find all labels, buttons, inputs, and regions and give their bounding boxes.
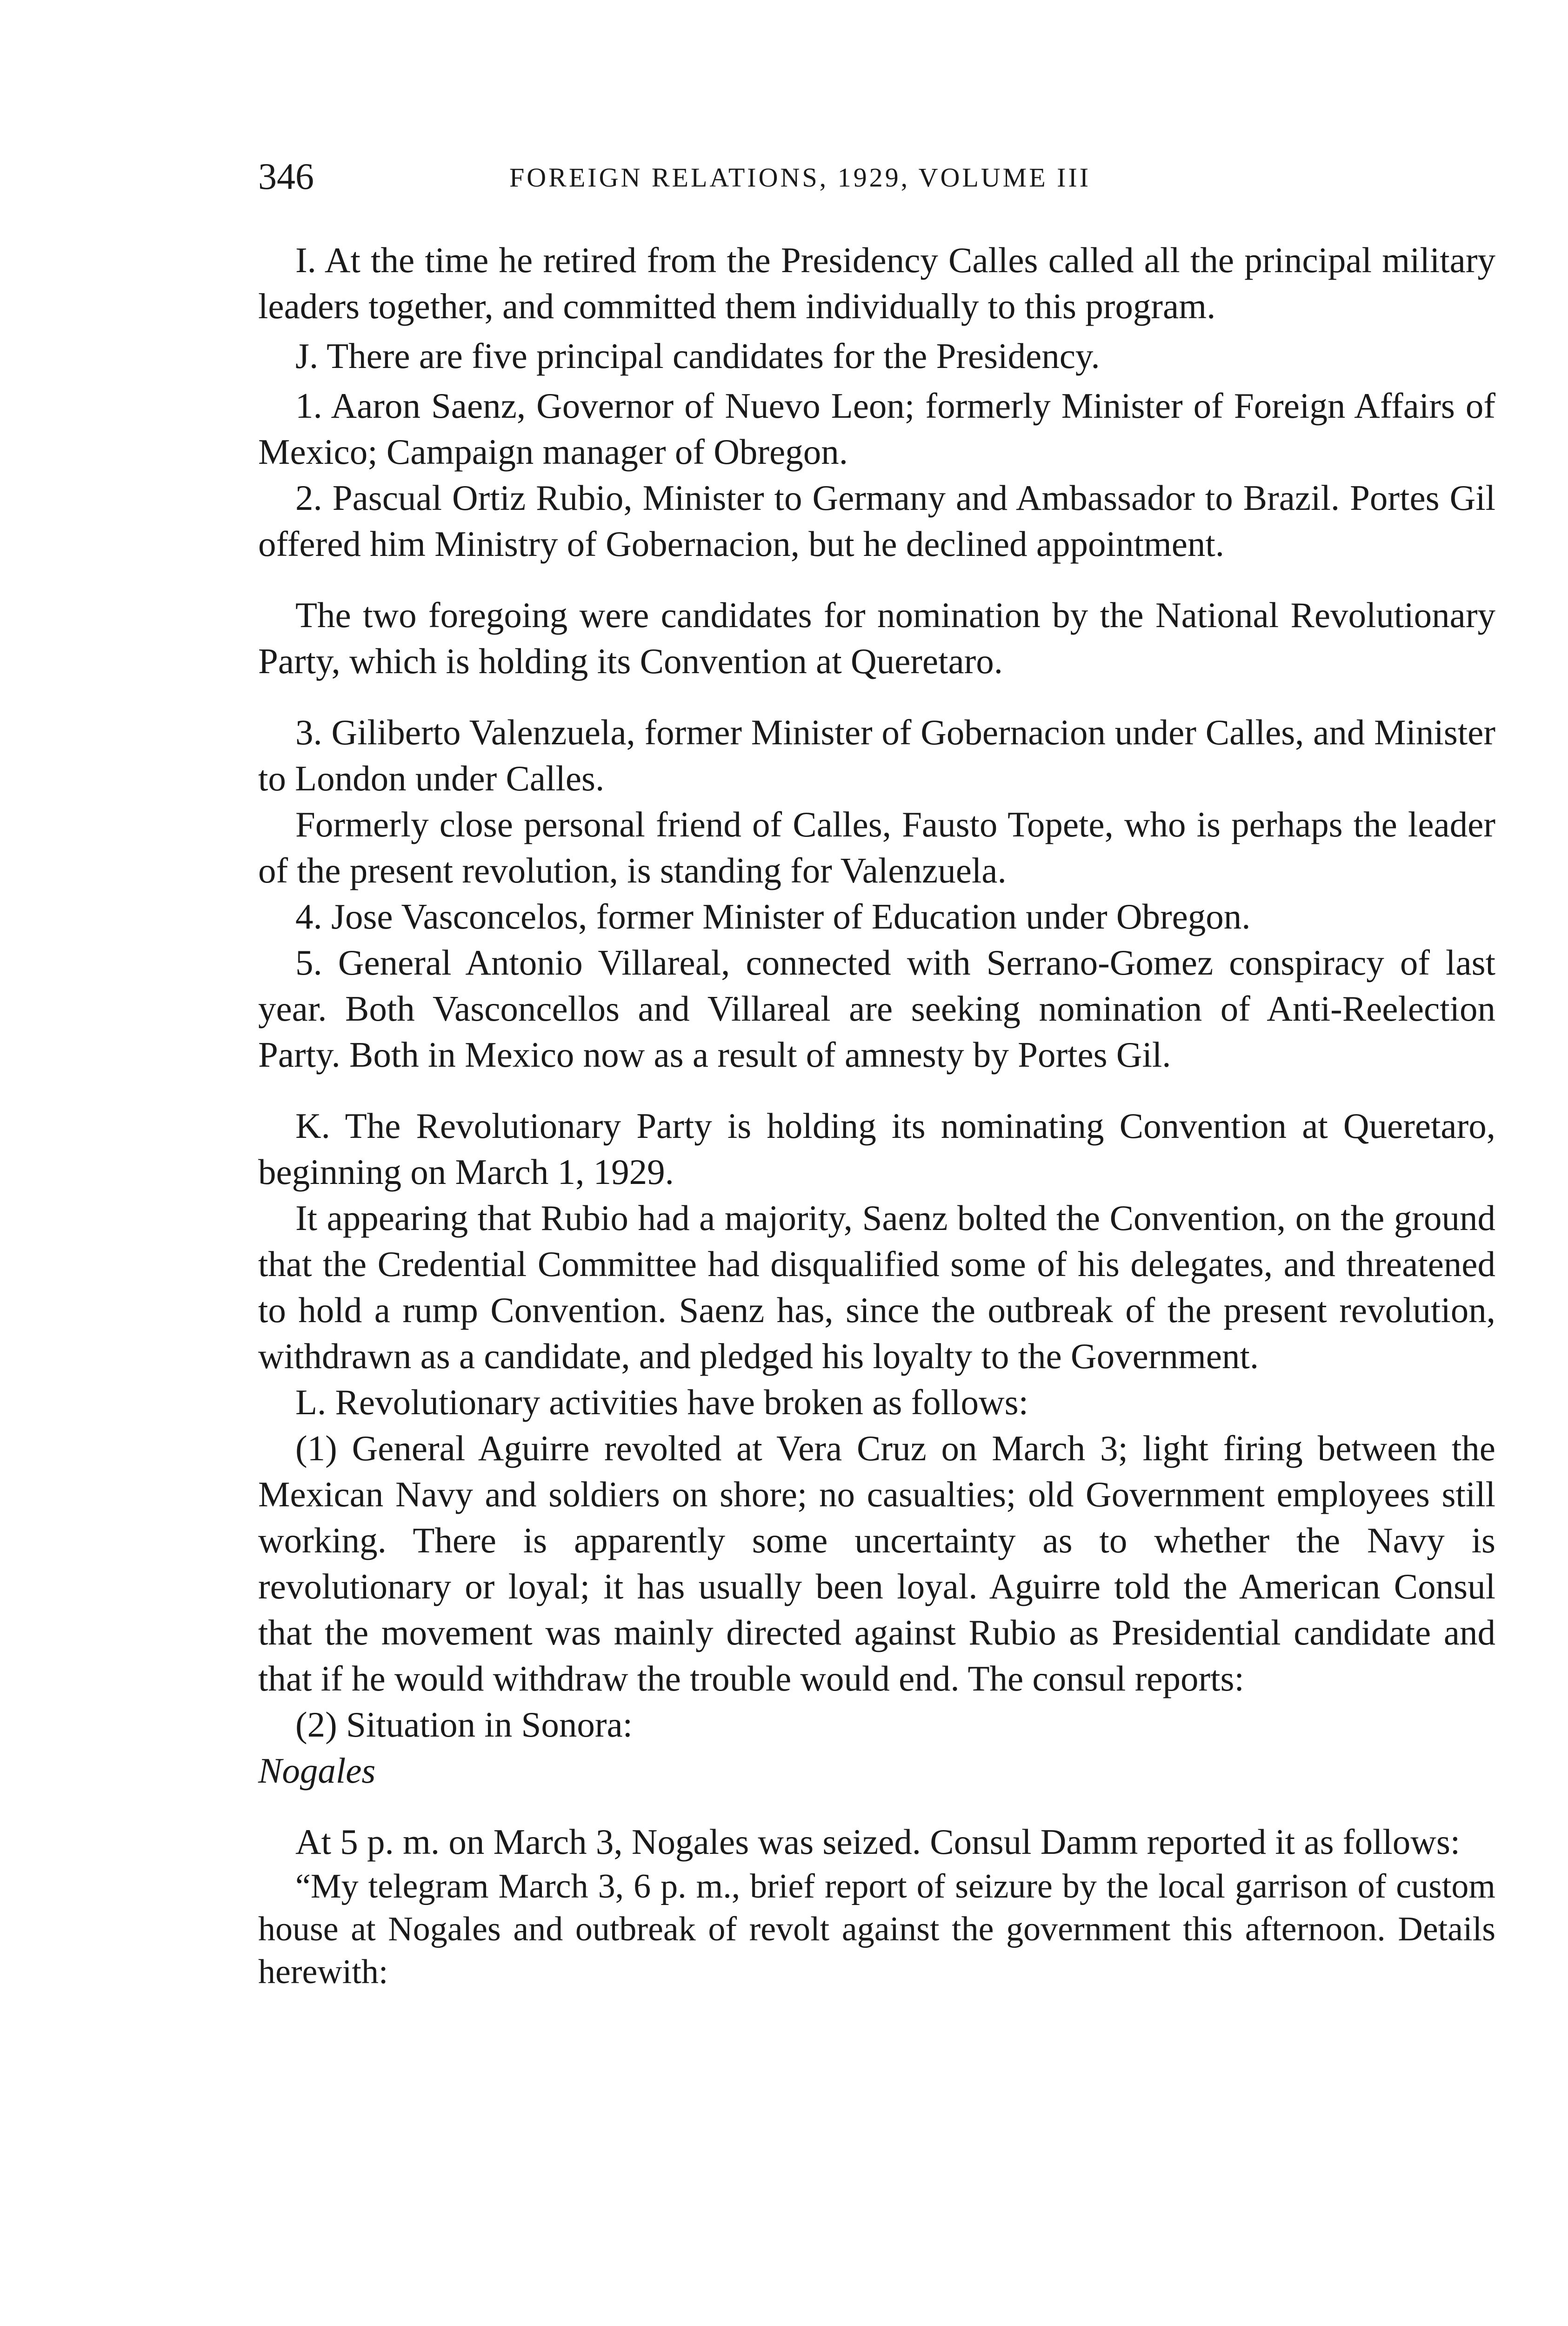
candidate-2: 2. Pascual Ortiz Rubio, Minister to Germany and Ambassador to Brazil. Portes Gil offered him Ministry of Gobernacion, but he declined appointment. — [258, 478, 1495, 564]
section-heading-nogales: Nogales — [258, 1751, 376, 1791]
running-title: FOREIGN RELATIONS, 1929, VOLUME III — [509, 162, 1091, 193]
candidate-4: 4. Jose Vasconcelos, former Minister of Education under Obregon. — [295, 896, 1251, 936]
paragraph-nogales-seized: At 5 p. m. on March 3, Nogales was seized. Consul Damm reported it as follows: — [295, 1822, 1461, 1862]
paragraph-vera-cruz: (1) General Aguirre revolted at Vera Cruz on March 3; light firing between the Mexican Navy and soldiers on shore; no casualties; old Government employees still working. There is apparently some uncertainty as to whether the Navy is revolutionary or loyal; it has usually been loyal. Aguirre told the American Consul that the movement was mainly directed against Rubio as Presidential candidate and that if he would withdraw the trouble would end. The consul reports: — [258, 1428, 1495, 1698]
paragraph-k: K. The Revolutionary Party is holding its nominating Convention at Queretaro, beginning on March 1, 1929. — [258, 1106, 1495, 1192]
page-number: 346 — [258, 156, 314, 197]
paragraph-sonora: (2) Situation in Sonora: — [295, 1704, 633, 1744]
paragraph-foregoing: The two foregoing were candidates for nomination by the National Revolutionary Party, which is holding its Convention at Queretaro. — [258, 595, 1495, 681]
paragraph-topete: Formerly close personal friend of Calles, Fausto Topete, who is perhaps the leader of the present revolution, is standing for Valenzuela. — [258, 804, 1495, 890]
quoted-telegram: “My telegram March 3, 6 p. m., brief report of seizure by the local garrison of custom house at Nogales and outbreak of revolt against the government this afternoon. Details herewith: — [258, 1867, 1495, 1991]
running-head — [258, 154, 1495, 205]
document-page — [258, 154, 1495, 1993]
candidate-1: 1. Aaron Saenz, Governor of Nuevo Leon; formerly Minister of Foreign Affairs of Mexico; Campaign manager of Obregon. — [258, 386, 1495, 472]
candidate-5: 5. General Antonio Villareal, connected with Serrano-Gomez conspiracy of last year. Both Vasconcellos and Villareal are seeking nomination of Anti-Reelection Party. Both in Mexico now as a result of amnesty by Portes Gil. — [258, 942, 1495, 1075]
paragraph-rubio-majority: It appearing that Rubio had a majority, Saenz bolted the Convention, on the ground that the Credential Committee had disqualified some of his delegates, and threatened to hold a rump Convention. Saenz has, since the outbreak of the present revolution, withdrawn as a candidate, and pledged his loyalty to the Government. — [258, 1198, 1495, 1376]
paragraph-i: I. At the time he retired from the Presidency Calles called all the principal military leaders together, and committed them individually to this program. — [258, 240, 1495, 326]
candidate-3: 3. Giliberto Valenzuela, former Minister of Gobernacion under Calles, and Minister to London under Calles. — [258, 712, 1495, 798]
paragraph-l: L. Revolutionary activities have broken as follows: — [295, 1382, 1028, 1422]
paragraph-j: J. There are five principal candidates for the Presidency. — [295, 336, 1100, 376]
